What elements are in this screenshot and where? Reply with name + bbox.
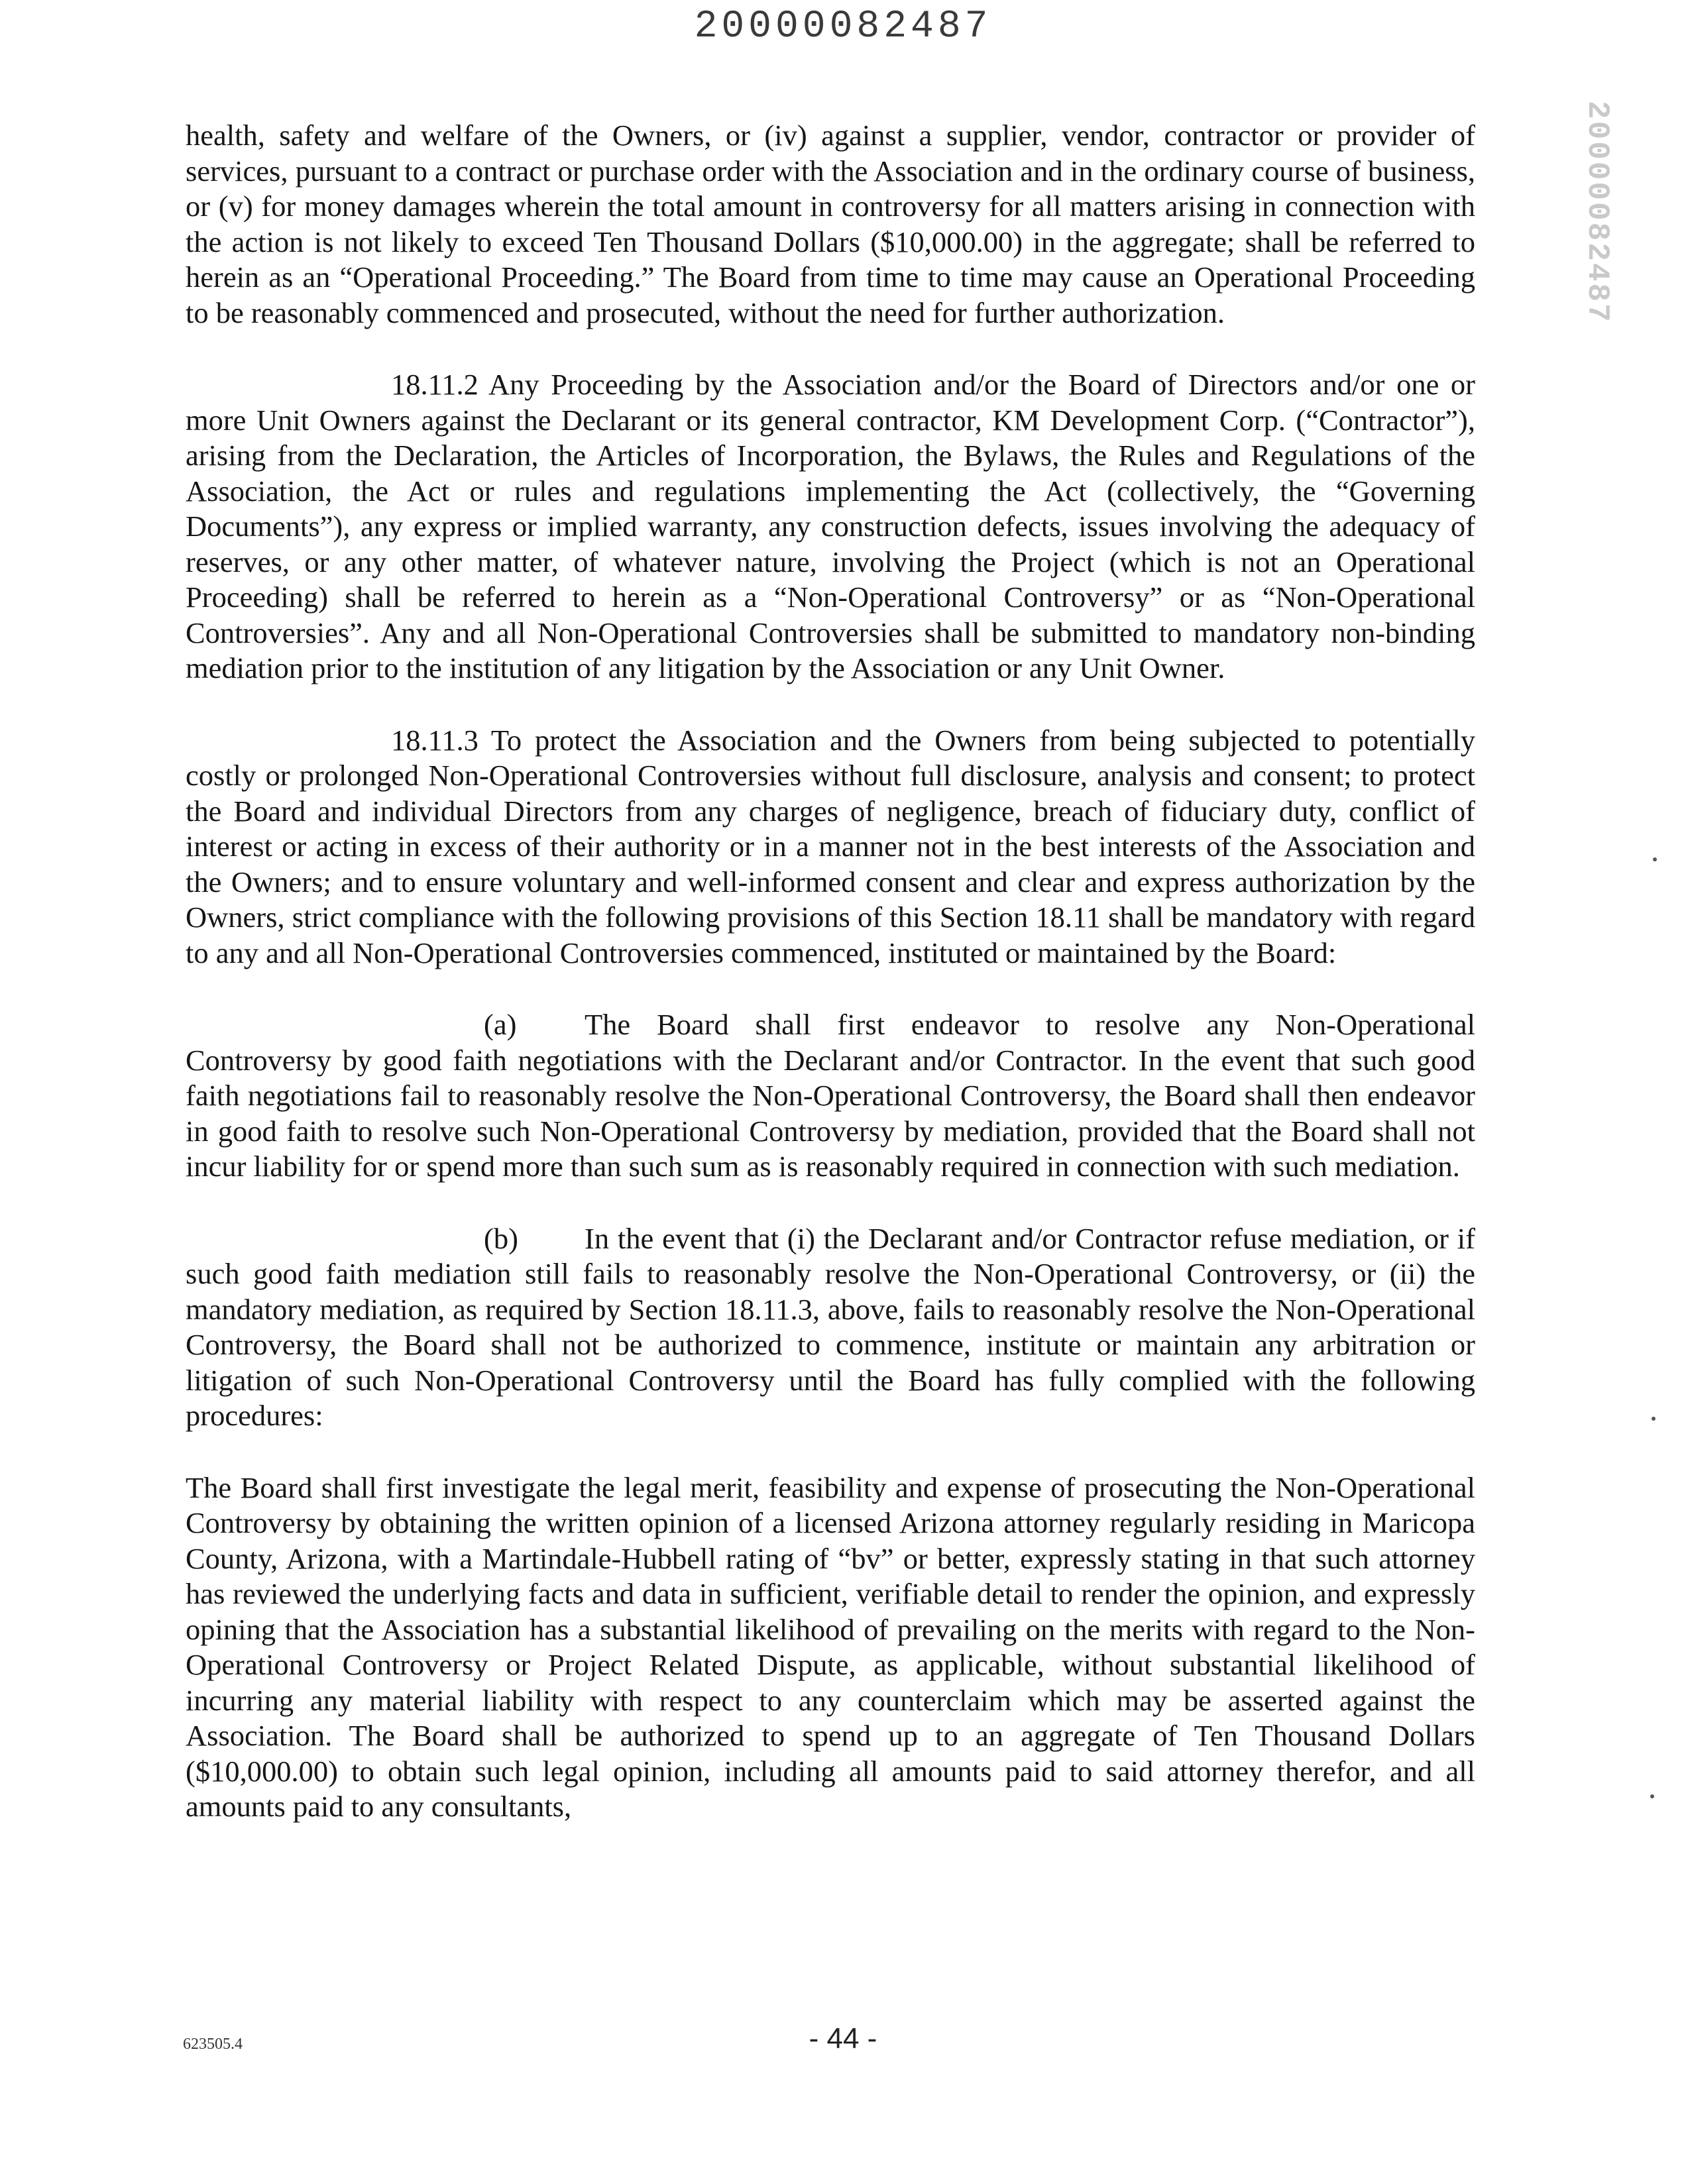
page-body bbox=[186, 118, 1475, 1825]
paragraph-18-11-3: 18.11.3 To protect the Association and the Owners from being subjected to potentially costly or prolonged Non-Operational Controversies without full disclosure, analysis and consent; to protect the Board and individual Directors from any charges of negligence, breach of fiduciary duty, conflict of interest or acting in excess of their authority or in a manner not in the best interests of the Association and the Owners; and to ensure voluntary and well-informed consent and clear and express authorization by the Owners, strict compliance with the following provisions of this Section 18.11 shall be mandatory with regard to any and all Non-Operational Controversies commenced, instituted or maintained by the Board: bbox=[186, 723, 1475, 969]
scan-speck bbox=[1650, 1794, 1654, 1798]
document-number: 20000082487 bbox=[694, 5, 992, 48]
subparagraph-a-text: The Board shall first endeavor to resolve any Non-Operational Controversy by good faith negotiations with the Declarant and/or Contractor. In the event that such good faith negotiations fail to reasonably resolve the Non-Operational Controversy, the Board shall then endeavor in good faith to resolve such Non-Operational Controversy by mediation, provided that the Board shall not incur liability for or spend more than such sum as is reasonably required in connection with such mediation. bbox=[186, 1008, 1475, 1183]
paragraph-legal-opinion: The Board shall first investigate the legal merit, feasibility and expense of prosecuting the Non-Operational Controversy by obtaining the written opinion of a licensed Arizona attorney regularly residing in Maricopa County, Arizona, with a Martindale-Hubbell rating of “bv” or better, expressly stating in that such attorney has reviewed the underlying facts and data in sufficient, verifiable detail to render the opinion, and expressly opining that the Association has a substantial likelihood of prevailing on the merits with regard to the Non-Operational Controversy or Project Related Dispute, as applicable, without substantial likelihood of incurring any material liability with respect to any counterclaim which may be asserted against the Association. The Board shall be authorized to spend up to an aggregate of Ten Thousand Dollars ($10,000.00) to obtain such legal opinion, including all amounts paid to said attorney therefor, and all amounts paid to any consultants, bbox=[186, 1470, 1475, 1823]
paragraph-18-11-2: 18.11.2 Any Proceeding by the Association and/or the Board of Directors and/or one or more Unit Owners against the Declarant or its general contractor, KM Development Corp. (“Contractor”), arising from the Declaration, the Articles of Incorporation, the Bylaws, the Rules and Regulations of the Association, the Act or rules and regulations implementing the Act (collectively, the “Governing Documents”), any express or implied warranty, any construction defects, issues involving the adequacy of reserves, or any other matter, of whatever nature, involving the Project (which is not an Operational Proceeding) shall be referred to herein as a “Non-Operational Controversy” or as “Non-Operational Controversies”. Any and all Non-Operational Controversies shall be submitted to mandatory non-binding mediation prior to the institution of any litigation by the Association or any Unit Owner. bbox=[186, 368, 1475, 684]
footer-document-code: 623505.4 bbox=[183, 2036, 243, 2053]
subparagraph-a-label: (a) bbox=[484, 1008, 517, 1041]
subparagraph-a bbox=[186, 1007, 1475, 1185]
side-stamp-text: 20000082487 bbox=[1580, 101, 1614, 324]
paragraph-continuation: health, safety and welfare of the Owners, or (iv) against a supplier, vendor, contractor or provider of services, pursuant to a contract or purchase order with the Association and in the ordinary course of business, or (v) for money damages wherein the total amount in controversy for all matters arising in connection with the action is not likely to exceed Ten Thousand Dollars ($10,000.00) in the aggregate; shall be referred to herein as an “Operational Proceeding.” The Board from time to time may cause an Operational Proceeding to be reasonably commenced and prosecuted, without the need for further authorization. bbox=[186, 119, 1475, 329]
scan-speck bbox=[1652, 1417, 1656, 1421]
scan-speck bbox=[1653, 857, 1657, 861]
side-recording-stamp bbox=[1564, 99, 1624, 324]
subparagraph-b bbox=[186, 1221, 1475, 1434]
subparagraph-b-text: In the event that (i) the Declarant and/or Contractor refuse mediation, or if such good faith mediation still fails to reasonably resolve the Non-Operational Controversy, or (ii) the mandatory mediation, as required by Section 18.11.3, above, fails to reasonably resolve the Non-Operational Controversy, the Board shall not be authorized to commence, institute or maintain any arbitration or litigation of such Non-Operational Controversy until the Board has fully complied with the following procedures: bbox=[186, 1221, 1475, 1432]
page-number: - 44 - bbox=[809, 2022, 877, 2055]
subparagraph-b-label: (b) bbox=[484, 1221, 518, 1255]
